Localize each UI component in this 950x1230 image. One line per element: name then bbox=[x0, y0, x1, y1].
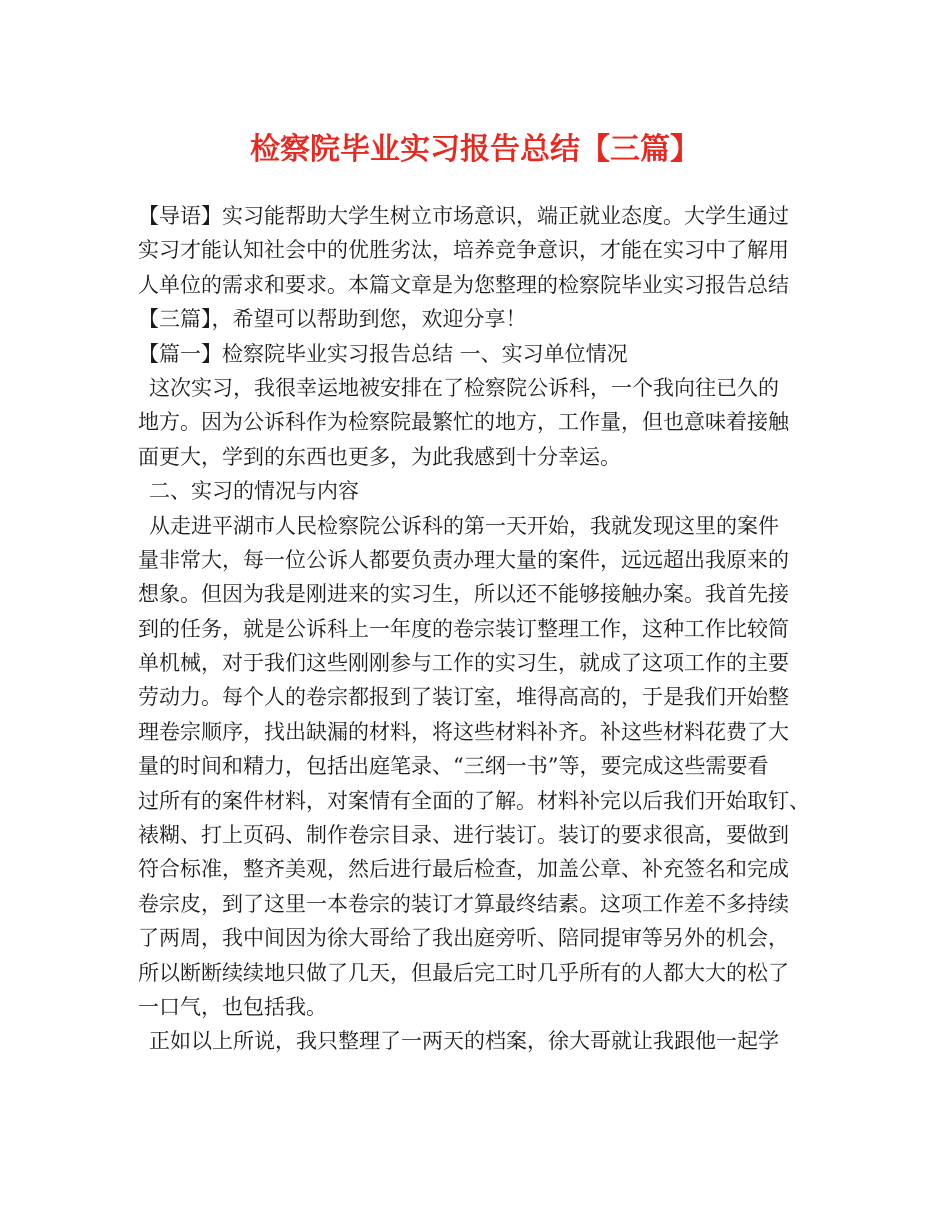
text-line: 量的时间和精力，包括出庭笔录、“三纲一书”等，要完成这些需要看 bbox=[138, 754, 769, 779]
text-line: 想象。但因为我是刚进来的实习生，所以还不能够接触办案。我首先接 bbox=[138, 582, 789, 607]
text-line: 人单位的需求和要求。本篇文章是为您整理的检察院毕业实习报告总结 bbox=[138, 272, 789, 297]
text-line: 【导语】实习能帮助大学生树立市场意识，端正就业态度。大学生通过 bbox=[138, 204, 789, 228]
text-line: 劳动力。每个人的卷宗都报到了装订室，堆得高高的，于是我们开始整 bbox=[138, 685, 789, 710]
text-line: 【三篇】，希望可以帮助到您，欢迎分享！ bbox=[138, 307, 527, 332]
document-title: 检察院毕业实习报告总结【三篇】 bbox=[250, 132, 700, 167]
text-line: 符合标准，整齐美观，然后进行最后检查，加盖公章、补充签名和完成 bbox=[138, 857, 789, 882]
text-line: 过所有的案件材料，对案情有全面的了解。材料补完以后我们开始取钉、 bbox=[138, 788, 810, 813]
text-line: 所以断断续续地只做了几天，但最后完工时几乎所有的人都大大的松了 bbox=[138, 960, 789, 985]
text-line: 一口气，也包括我。 bbox=[138, 994, 327, 1019]
text-line: 地方。因为公诉科作为检察院最繁忙的地方，工作量，但也意味着接触 bbox=[138, 410, 789, 435]
text-line: 卷宗皮，到了这里一本卷宗的装订才算最终结素。这项工作差不多持续 bbox=[138, 891, 789, 916]
document-body bbox=[138, 199, 828, 1059]
text-line: 面更大，学到的东西也更多，为此我感到十分幸运。 bbox=[138, 444, 621, 469]
text-line: 正如以上所说，我只整理了一两天的档案，徐大哥就让我跟他一起学 bbox=[149, 1029, 779, 1054]
section-heading: 二、实习的情况与内容 bbox=[149, 479, 359, 504]
section-heading: 【篇一】检察院毕业实习报告总结 一、实习单位情况 bbox=[138, 341, 628, 366]
text-line: 理卷宗顺序，找出缺漏的材料，将这些材料补齐。补这些材料花费了大 bbox=[138, 719, 789, 744]
text-line: 了两周，我中间因为徐大哥给了我出庭旁听、陪同提审等另外的机会， bbox=[138, 926, 789, 951]
text-line: 从走进平湖市人民检察院公诉科的第一天开始，我就发现这里的案件 bbox=[149, 513, 779, 538]
text-line: 量非常大，每一位公诉人都要负责办理大量的案件，远远超出我原来的 bbox=[138, 547, 789, 572]
text-line: 到的任务，就是公诉科上一年度的卷宗装订整理工作，这种工作比较简 bbox=[138, 616, 789, 641]
text-line: 裱糊、打上页码、制作卷宗目录、进行装订。装订的要求很高，要做到 bbox=[138, 823, 789, 848]
text-line: 实习才能认知社会中的优胜劣汰，培养竞争意识，才能在实习中了解用 bbox=[138, 238, 789, 263]
text-line: 单机械，对于我们这些刚刚参与工作的实习生，就成了这项工作的主要 bbox=[138, 651, 789, 676]
text-line: 这次实习，我很幸运地被安排在了检察院公诉科，一个我向往已久的 bbox=[149, 375, 779, 400]
